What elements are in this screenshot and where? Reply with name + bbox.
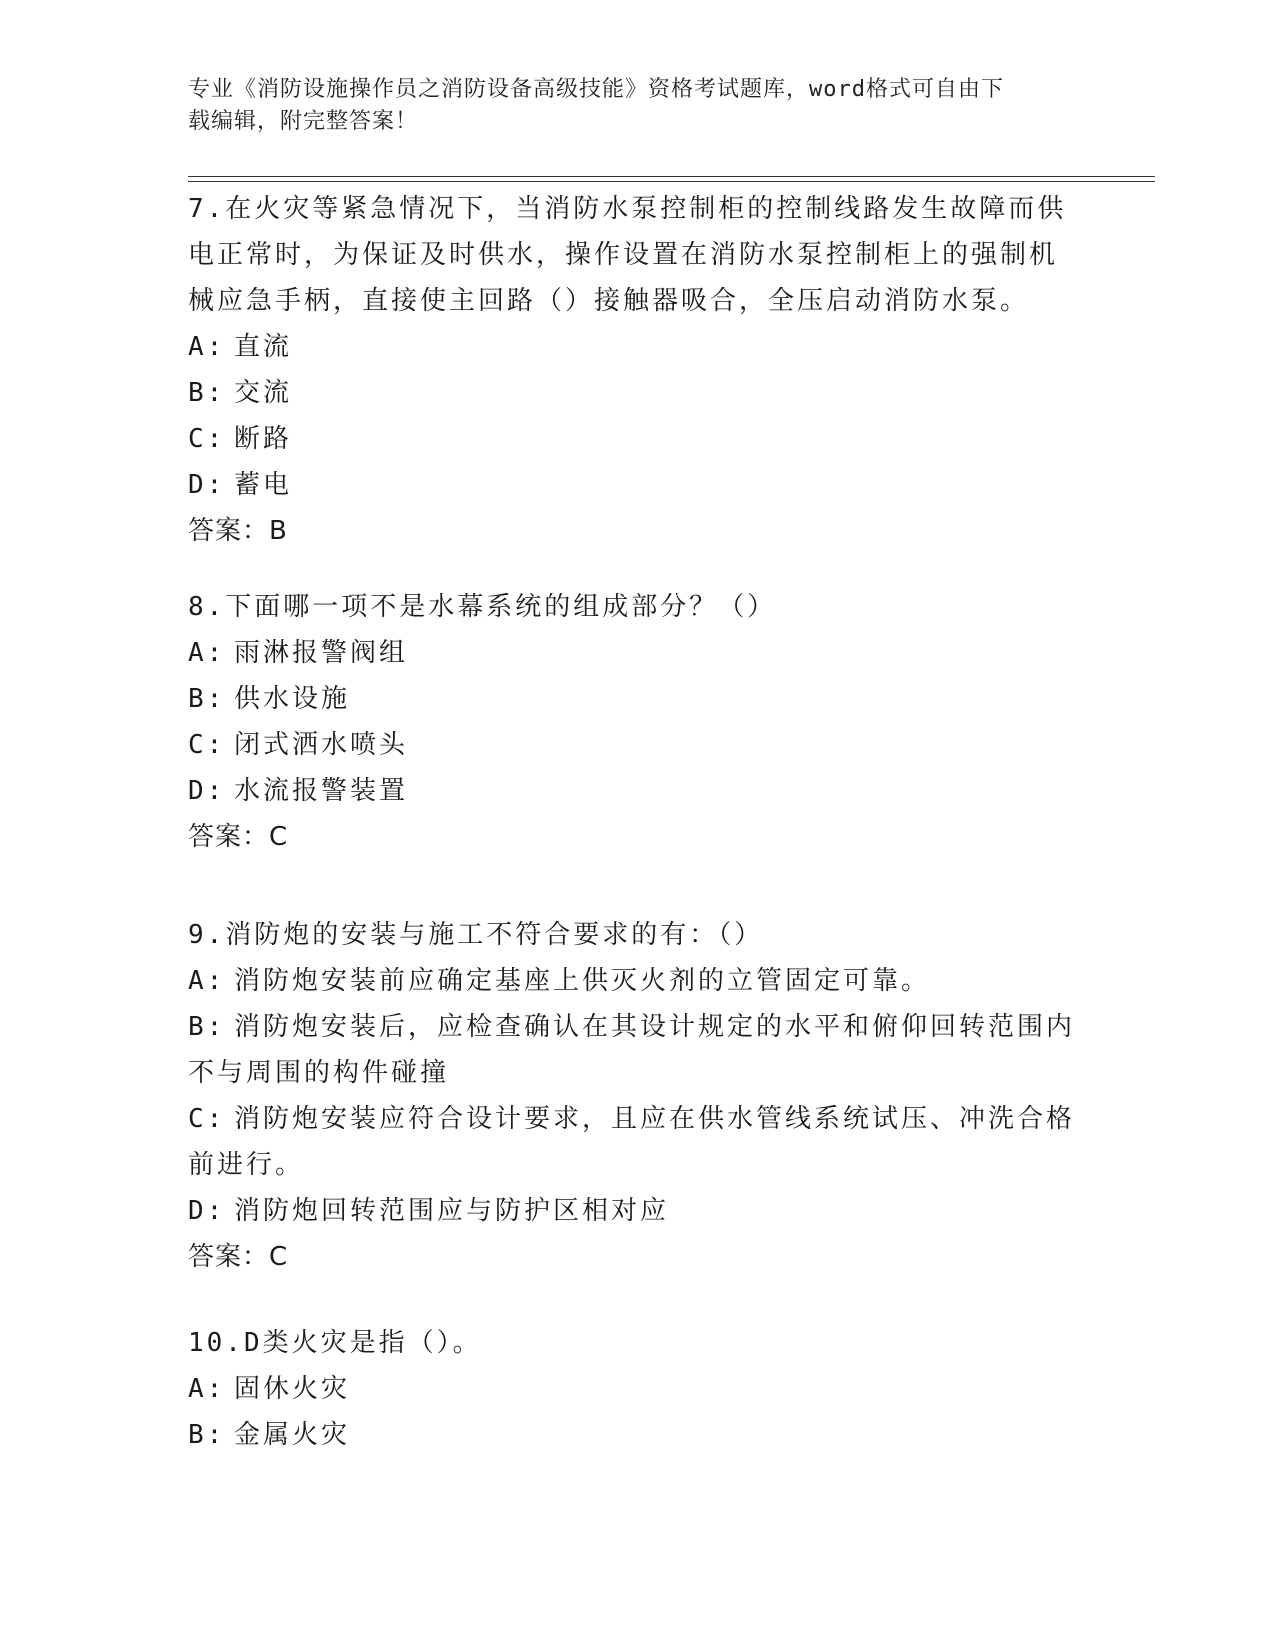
option-key: A: <box>188 1374 226 1404</box>
option-key: B: <box>188 684 226 714</box>
question-stem-line: 8.下面哪一项不是水幕系统的组成部分？（） <box>188 592 777 622</box>
option-d <box>188 1188 1088 1234</box>
option-a <box>188 324 1088 370</box>
option-key: B: <box>188 378 226 408</box>
option-key: C: <box>188 730 226 760</box>
option-text: 交流 <box>234 378 293 408</box>
document-header <box>188 74 1068 138</box>
option-text: 消防炮安装应符合设计要求，且应在供水管线系统试压、冲洗合格 <box>234 1104 1076 1134</box>
option-key: B: <box>188 1420 226 1450</box>
option-d <box>188 768 1088 814</box>
option-key: B: <box>188 1012 226 1042</box>
option-text: 雨淋报警阀组 <box>234 638 409 668</box>
option-c <box>188 722 1088 768</box>
question-8 <box>188 584 1088 860</box>
header-divider-top <box>188 176 1155 177</box>
header-line-2: 载编辑，附完整答案！ <box>188 109 419 134</box>
option-continuation: 不与周围的构件碰撞 <box>188 1058 450 1088</box>
option-text: 断路 <box>234 424 293 454</box>
question-stem-line: 10.D类火灾是指（）。 <box>188 1328 482 1358</box>
option-text: 闭式洒水喷头 <box>234 730 409 760</box>
option-text: 水流报警装置 <box>234 776 409 806</box>
option-b <box>188 1004 1088 1050</box>
option-key: D: <box>188 776 226 806</box>
option-key: A: <box>188 638 226 668</box>
option-text: 直流 <box>234 332 293 362</box>
option-text: 固休火灾 <box>234 1374 351 1404</box>
option-continuation: 前进行。 <box>188 1150 305 1180</box>
option-key: D: <box>188 1196 226 1226</box>
answer-line: 答案：B <box>188 516 288 546</box>
option-text: 蓄电 <box>234 470 293 500</box>
option-b <box>188 370 1088 416</box>
question-stem-line: 电正常时，为保证及时供水，操作设置在消防水泵控制柜上的强制机 <box>188 240 1059 270</box>
option-c <box>188 1096 1088 1142</box>
option-c <box>188 416 1088 462</box>
option-a <box>188 958 1088 1004</box>
option-key: A: <box>188 332 226 362</box>
option-text: 金属火灾 <box>234 1420 351 1450</box>
option-b <box>188 676 1088 722</box>
option-text: 消防炮安装前应确定基座上供灭火剂的立管固定可靠。 <box>234 966 931 996</box>
option-key: C: <box>188 424 226 454</box>
option-d <box>188 462 1088 508</box>
option-a <box>188 1366 1088 1412</box>
answer-line: 答案：C <box>188 1242 289 1272</box>
question-stem-line: 械应急手柄，直接使主回路（）接触器吸合，全压启动消防水泵。 <box>188 286 1030 316</box>
option-text: 供水设施 <box>234 684 351 714</box>
question-stem-line: 9.消防炮的安装与施工不符合要求的有：（） <box>188 920 764 950</box>
option-key: C: <box>188 1104 226 1134</box>
option-text: 消防炮安装后，应检查确认在其设计规定的水平和俯仰回转范围内 <box>234 1012 1076 1042</box>
question-9 <box>188 912 1088 1280</box>
option-text: 消防炮回转范围应与防护区相对应 <box>234 1196 670 1226</box>
question-10 <box>188 1320 1088 1458</box>
question-stem-line: 7.在火灾等紧急情况下，当消防水泵控制柜的控制线路发生故障而供 <box>188 194 1067 224</box>
question-7 <box>188 186 1088 554</box>
option-b <box>188 1412 1088 1458</box>
header-divider-bottom <box>188 181 1155 182</box>
option-key: A: <box>188 966 226 996</box>
option-key: D: <box>188 470 226 500</box>
answer-line: 答案：C <box>188 822 289 852</box>
header-line-1: 专业《消防设施操作员之消防设备高级技能》资格考试题库，word格式可自由下 <box>188 77 1004 102</box>
option-a <box>188 630 1088 676</box>
